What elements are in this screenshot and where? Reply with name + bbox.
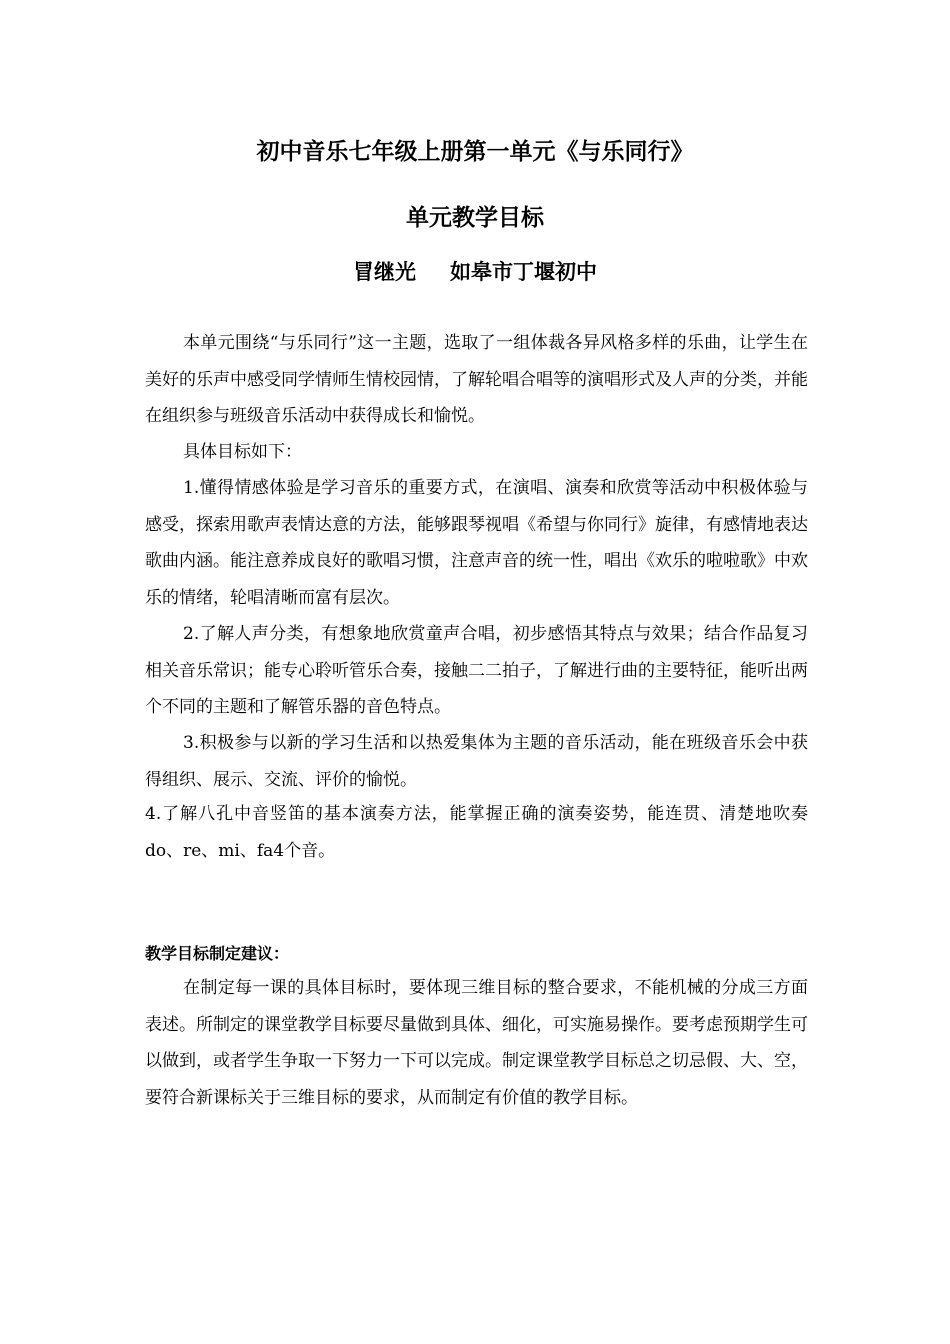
author-line <box>0 257 950 287</box>
intro-paragraph: 本单元围绕“与乐同行”这一主题，选取了一组体裁各异风格多样的乐曲，让学生在美好的乐声中感受同学情师生情校园情，了解轮唱合唱等的演唱形式及人声的分类，并能在组织参与班级音乐活动中获得成长和愉悦。 <box>145 333 808 426</box>
advice-heading: 教学目标制定建议： <box>145 944 290 963</box>
author-name: 冒继光 <box>353 260 416 284</box>
goals-intro: 具体目标如下： <box>183 442 302 462</box>
school-name: 如皋市丁堰初中 <box>450 260 597 284</box>
document-subtitle: 单元教学目标 <box>406 205 544 231</box>
advice-paragraph: 在制定每一课的具体目标时，要体现三维目标的整合要求，不能机械的分成三方面表述。所制定的课堂教学目标要尽量做到具体、细化，可实施易操作。要考虑预期学生可以做到，或者学生争取一下努力一下可以完成。制定课堂教学目标总之切忌假、大、空，要符合新课标关于三维目标的要求，从而制定有价值的教学目标。 <box>145 978 808 1108</box>
goal-item: 3.积极参与以新的学习生活和以热爱集体为主题的音乐活动，能在班级音乐会中获得组织、展示、交流、评价的愉悦。 <box>145 733 808 790</box>
goal-item: 4.了解八孔中音竖笛的基本演奏方法，能掌握正确的演奏姿势，能连贯、清楚地吹奏do、re、mi、fa4个音。 <box>145 804 808 861</box>
document-title: 初中音乐七年级上册第一单元《与乐同行》 <box>256 139 694 165</box>
goal-item: 2.了解人声分类，有想象地欣赏童声合唱，初步感悟其特点与效果；结合作品复习相关音乐常识；能专心聆听管乐合奏，接触二二拍子，了解进行曲的主要特征，能听出两个不同的主题和了解管乐器的音色特点。 <box>145 624 808 717</box>
goal-item: 1.懂得情感体验是学习音乐的重要方式，在演唱、演奏和欣赏等活动中积极体验与感受，探索用歌声表情达意的方法，能够跟琴视唱《希望与你同行》旋律，有感情地表达歌曲内涵。能注意养成良好的歌唱习惯，注意声音的统一性，唱出《欢乐的啦啦歌》中欢乐的情绪，轮唱清晰而富有层次。 <box>145 478 808 608</box>
